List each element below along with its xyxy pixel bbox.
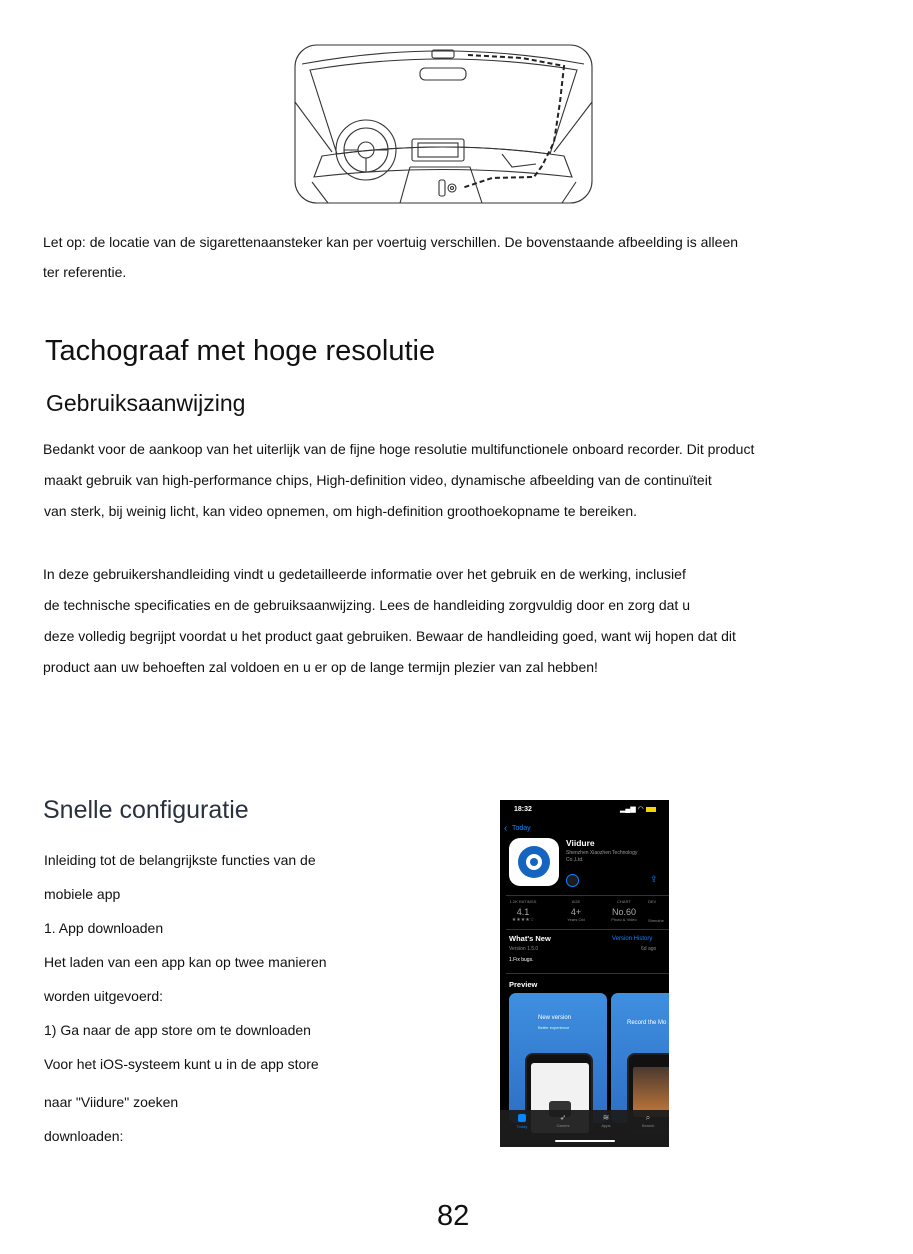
quick-line: mobiele app (44, 886, 121, 902)
note-line: Let op: de locatie van de sigarettenaansteker kan per voertuig verschillen. De bovenstaande afbeelding is alleen (43, 234, 739, 250)
preview-card-title: New version (538, 1015, 572, 1021)
page-title: Tachograaf met hoge resolutie (45, 335, 436, 367)
quick-line: 1) Ga naar de app store om te downloaden (44, 1022, 311, 1038)
preview-card-subtitle: Better experience (538, 1025, 570, 1030)
share-icon[interactable]: ⇪ (650, 874, 658, 884)
stat-value: 4+ (570, 907, 582, 917)
divider (506, 895, 669, 896)
quick-line: downloaden: (44, 1128, 124, 1144)
stat-developer (648, 899, 669, 923)
stat-sub: Shenzhe (648, 918, 664, 923)
tab-apps[interactable] (595, 1113, 617, 1128)
note-line: ter referentie. (43, 264, 127, 280)
app-name: Viidure (566, 838, 595, 848)
back-link[interactable]: Today (512, 825, 531, 832)
quick-line: Voor het iOS-systeem kunt u in de app store (44, 1056, 319, 1072)
intro-paragraph (43, 434, 754, 527)
preview-card[interactable] (611, 993, 669, 1123)
tab-label: Apps (601, 1123, 611, 1128)
manual-line: In deze gebruikershandleiding vindt u gedetailleerde informatie over het gebruik en de werking, inclusief (43, 566, 686, 582)
manual-line: deze volledig begrijpt voordat u het product gaat gebruiken. Bewaar de handleiding goed, want wij hopen dat dit (44, 628, 736, 644)
whats-new-heading: What's New (509, 934, 551, 943)
stat-sub: ★★★★☆ (511, 917, 535, 923)
manual-line: product aan uw behoeften zal voldoen en u er op de lange termijn plezier van zal hebben! (43, 659, 598, 675)
rocket-icon: ➶ (559, 1113, 567, 1122)
status-time: 18:32 (514, 806, 532, 813)
back-chevron-icon[interactable]: ‹ (504, 823, 508, 834)
stat-label: AGE (571, 899, 581, 904)
stat-sub: Years Old (567, 917, 585, 922)
viidure-app-icon (509, 838, 559, 886)
quick-line: naar "Viidure" zoeken (44, 1094, 179, 1110)
page-number: 82 (437, 1200, 470, 1232)
download-button[interactable] (566, 874, 579, 887)
app-developer: Shenzhen Xiaozhen Technology (566, 850, 638, 856)
update-age: 6d ago (641, 946, 657, 952)
stat-value: No.60 (611, 907, 637, 917)
tab-today[interactable] (512, 1114, 532, 1129)
quick-line: 1. App downloaden (44, 920, 164, 936)
tab-games[interactable] (552, 1113, 574, 1128)
stat-value: 4.1 (516, 907, 530, 917)
stat-sub: Photo & Video (611, 917, 637, 922)
quick-line: Inleiding tot de belangrijkste functies van de (44, 852, 316, 868)
stat-ratings (502, 899, 544, 923)
today-icon (518, 1114, 526, 1122)
page-subtitle: Gebruiksaanwijzing (46, 390, 246, 416)
version-history-link[interactable]: Version History (612, 936, 653, 942)
manual-line: de technische specificaties en de gebruiksaanwijzing. Lees de handleiding zorgvuldig door en zorg dat u (44, 597, 690, 613)
divider (506, 929, 669, 930)
app-store-screenshot (500, 800, 669, 1147)
tab-search[interactable] (637, 1113, 659, 1128)
stack-icon: ≋ (602, 1113, 610, 1122)
car-interior-illustration (292, 42, 596, 208)
preview-card-title: Record the Mo (627, 1020, 667, 1026)
preview-card[interactable] (509, 993, 607, 1123)
status-icons: ▂▄▆ ◠ (620, 805, 656, 813)
divider (506, 973, 669, 974)
stat-label: 1.2K RATINGS (509, 899, 537, 904)
tab-label: Games (556, 1123, 570, 1128)
stat-label: DEV (648, 899, 657, 904)
intro-line: maakt gebruik van high-performance chips, High-definition video, dynamische afbeelding van de continuïteit (44, 472, 712, 488)
quick-setup-text (44, 843, 327, 1153)
tab-bar (500, 1110, 669, 1147)
note-paragraph (43, 227, 738, 287)
quick-line: Het laden van een app kan op twee manieren (44, 954, 327, 970)
stat-age (556, 899, 596, 922)
app-developer: Co.,Ltd. (566, 857, 584, 863)
quick-line: worden uitgevoerd: (44, 988, 164, 1004)
manual-paragraph (43, 559, 736, 683)
quick-setup-heading: Snelle configuratie (43, 796, 249, 824)
stat-label: CHART (617, 899, 631, 904)
search-icon: ⌕ (645, 1113, 651, 1122)
release-notes: 1.Fix bugs. (509, 957, 534, 963)
stat-chart (603, 899, 645, 922)
tab-label: Today (516, 1124, 528, 1129)
tab-label: Search (641, 1123, 655, 1128)
intro-line: van sterk, bij weinig licht, kan video opnemen, om high-definition groothoekopname te bereiken. (44, 503, 638, 519)
preview-heading: Preview (509, 980, 538, 989)
version-label: Version 1.5.0 (509, 946, 539, 952)
intro-line: Bedankt voor de aankoop van het uiterlijk van de fijne hoge resolutie multifunctionele onboard recorder. Dit product (43, 441, 755, 457)
home-indicator (555, 1140, 615, 1142)
